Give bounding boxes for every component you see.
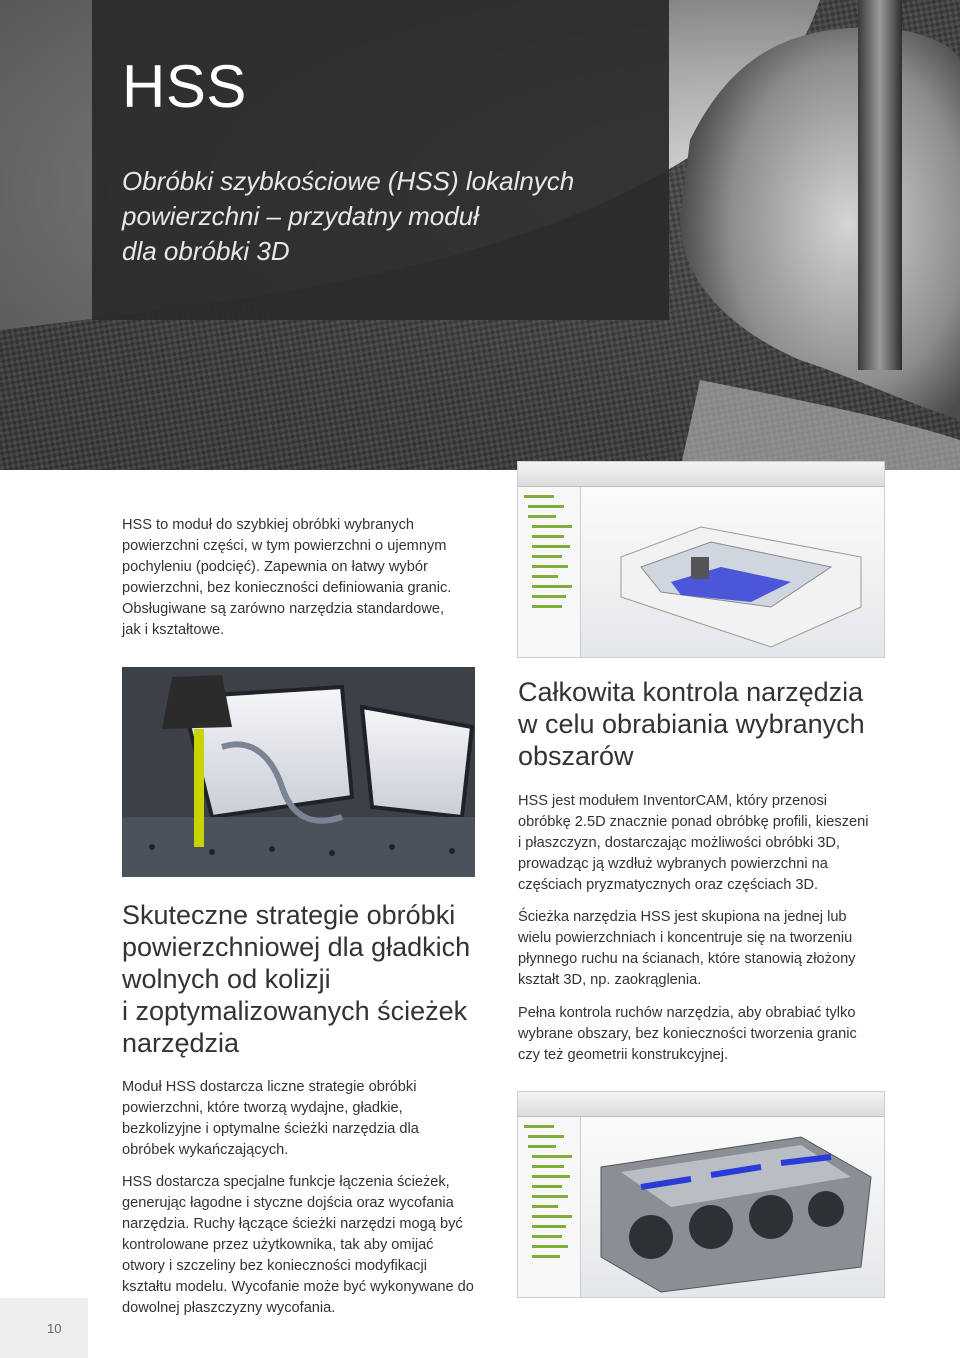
strategies-paragraph-1: Moduł HSS dostarcza liczne strategie obróbki powierzchni, które tworzą wydajne, gładkie, bezkolizyjne i optymalne ścieżki narzędzia dla obróbek wykańczających. (122, 1079, 419, 1158)
section-heading-strategies: Skuteczne strategie obróbki powierzchniowej dla gładkich wolnych od kolizji i zoptymalizowanych ścieżek narzędzia (122, 900, 471, 1058)
tool-control-paragraph-2: Ścieżka narzędzia HSS jest skupiona na jednej lub wielu powierzchniach i koncentruje się na tworzeniu płynnego ruchu na ścianach, które stanowią złożony kształt 3D, np. zaokrąglenia. (518, 909, 856, 988)
feature-tree (518, 1117, 581, 1297)
cam-screenshot-2 (517, 1091, 885, 1298)
toolpath-render (122, 667, 475, 877)
page-subtitle: Obróbki szybkościowe (HSS) lokalnych powierzchni – przydatny moduł dla obróbki 3D (122, 166, 575, 266)
cam-screenshot-1 (517, 461, 885, 658)
tool-control-paragraph-3: Pełna kontrola ruchów narzędzia, aby obrabiać tylko wybrane obszary, bez konieczności tworzenia granic czy też geometrii konstrukcyjnej. (518, 1005, 857, 1063)
ribbon-toolbar (518, 462, 884, 487)
title-box (92, 0, 669, 320)
feature-tree (518, 487, 581, 657)
tool-control-paragraph-1: HSS jest modułem InventorCAM, który przenosi obróbkę 2.5D znacznie ponad obróbkę profili, kieszeni i płaszczyzn, dostarczając możliwości obróbki 3D, prowadząc ją wzdłuż wybranych powierzchni na częściach pryzmatycznych oraz częściach 3D. (518, 793, 869, 893)
ribbon-toolbar (518, 1092, 884, 1117)
3d-viewport (581, 1117, 884, 1297)
intro-paragraph: HSS to moduł do szybkiej obróbki wybranych powierzchni części, w tym powierzchni o ujemnym pochyleniu (podcięć). Zapewnia on łatwy wybór powierzchni, bez konieczności definiowania granic. Obsługiwane są zarówno narzędzia standardowe, jak i kształtowe. (122, 517, 452, 638)
page-number-box (0, 1298, 88, 1358)
section-heading-tool-control: Całkowita kontrola narzędzia w celu obrabiania wybranych obszarów (518, 677, 865, 771)
page-number: 10 (47, 1321, 62, 1336)
strategies-paragraph-2: HSS dostarcza specjalne funkcje łączenia ścieżek, generując łagodne i styczne dojścia oraz wycofania narzędzia. Ruchy łączące ścieżki narzędzi mogą być kontrolowane przez użytkownika, tak aby omijać otwory i szczeliny bez konieczności modyfikacji kształtu modelu. Wycofanie może być wykonywane do dowolnej płaszczyzny wycofania. (122, 1174, 474, 1316)
3d-viewport (581, 487, 884, 657)
page-title: HSS (122, 53, 247, 120)
